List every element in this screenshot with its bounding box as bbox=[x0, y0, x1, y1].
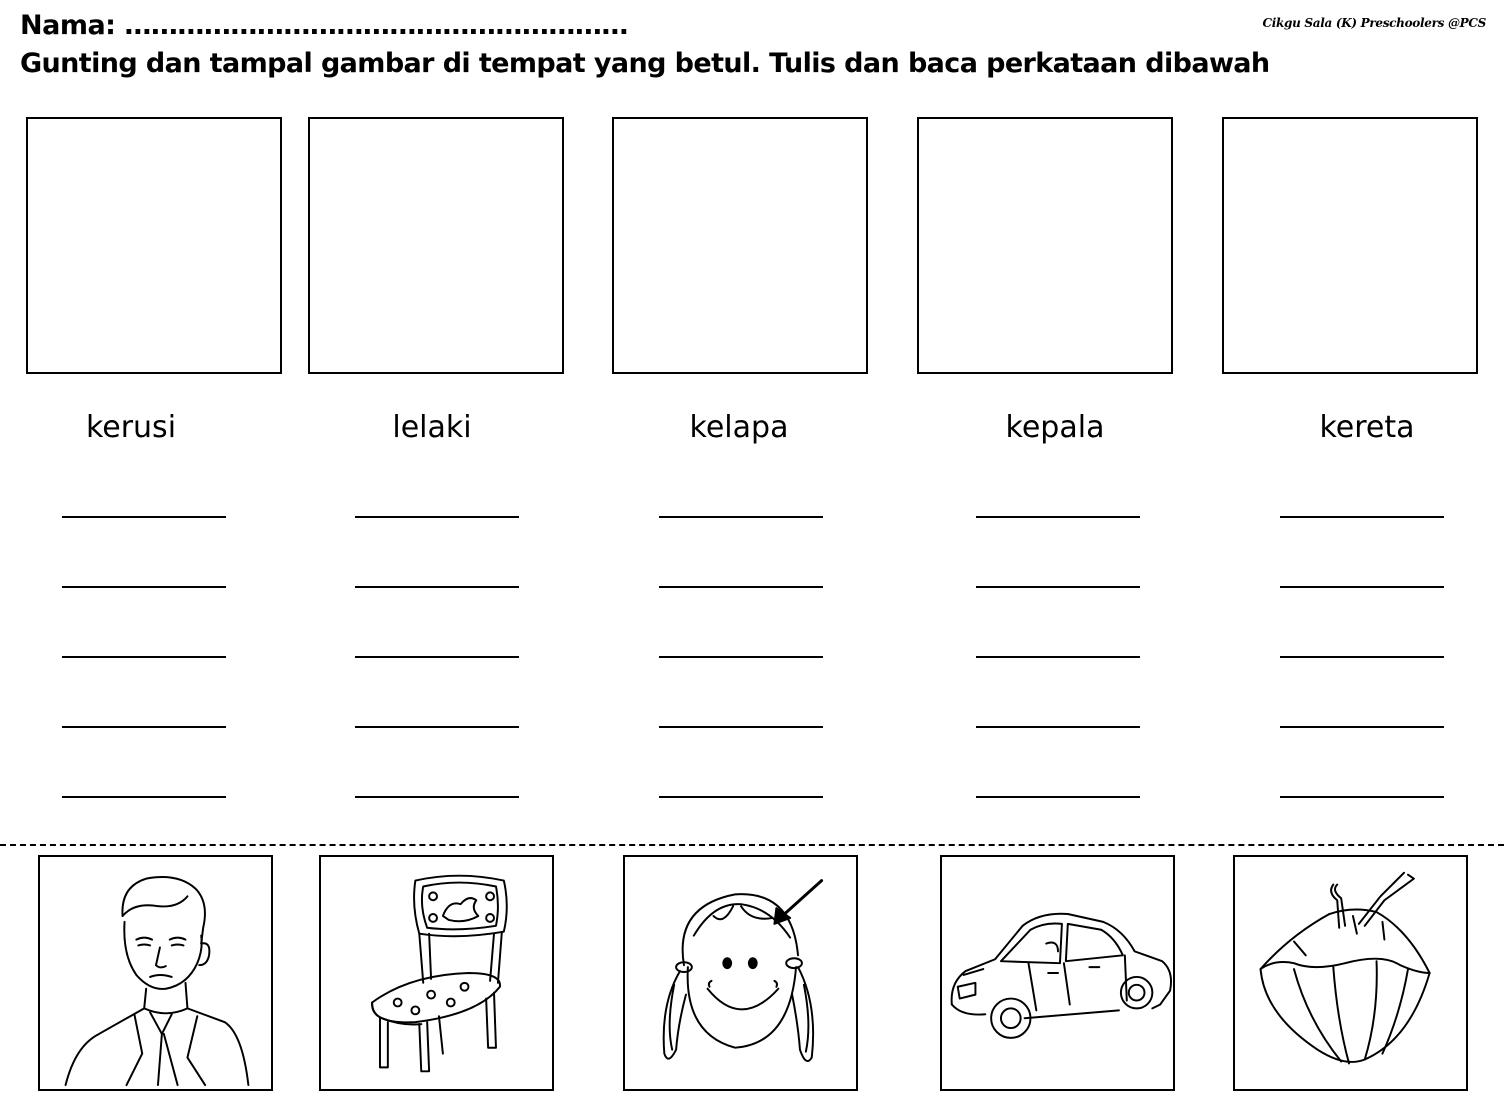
paste-box-3[interactable] bbox=[612, 117, 868, 374]
name-label: Nama: bbox=[20, 10, 116, 41]
writing-line[interactable] bbox=[1280, 586, 1444, 588]
writing-line[interactable] bbox=[976, 586, 1140, 588]
writing-line[interactable] bbox=[659, 656, 823, 658]
word-3: kelapa bbox=[689, 410, 789, 445]
writing-line[interactable] bbox=[976, 726, 1140, 728]
chair-icon bbox=[321, 857, 552, 1089]
paste-box-5[interactable] bbox=[1222, 117, 1478, 374]
writing-line[interactable] bbox=[355, 516, 519, 518]
writing-line[interactable] bbox=[976, 516, 1140, 518]
writing-line[interactable] bbox=[659, 726, 823, 728]
writing-line[interactable] bbox=[659, 586, 823, 588]
writing-line[interactable] bbox=[1280, 726, 1444, 728]
writing-line[interactable] bbox=[659, 796, 823, 798]
girl-head-icon bbox=[625, 857, 856, 1089]
writing-line[interactable] bbox=[62, 726, 226, 728]
instruction-text: Gunting dan tampal gambar di tempat yang betul. Tulis dan baca perkataan dibawah bbox=[20, 48, 1270, 79]
paste-box-4[interactable] bbox=[917, 117, 1173, 374]
writing-line[interactable] bbox=[976, 656, 1140, 658]
cut-line bbox=[0, 844, 1504, 846]
writing-line[interactable] bbox=[62, 796, 226, 798]
writing-line[interactable] bbox=[355, 796, 519, 798]
picture-box-coconut[interactable] bbox=[1233, 855, 1468, 1091]
picture-box-car[interactable] bbox=[940, 855, 1175, 1091]
credit-text: Cikgu Sala (K) Preschoolers @PCS bbox=[1262, 16, 1486, 30]
picture-box-girl[interactable] bbox=[623, 855, 858, 1091]
car-icon bbox=[942, 857, 1173, 1089]
name-dots: ………………………………………………… bbox=[124, 10, 628, 41]
man-icon bbox=[40, 857, 271, 1089]
writing-line[interactable] bbox=[355, 586, 519, 588]
word-4: kepala bbox=[1005, 410, 1105, 445]
writing-line[interactable] bbox=[1280, 796, 1444, 798]
word-1: kerusi bbox=[85, 410, 177, 445]
picture-box-chair[interactable] bbox=[319, 855, 554, 1091]
picture-box-man[interactable] bbox=[38, 855, 273, 1091]
word-5: kereta bbox=[1319, 410, 1415, 445]
writing-line[interactable] bbox=[355, 726, 519, 728]
writing-line[interactable] bbox=[355, 656, 519, 658]
word-2: lelaki bbox=[392, 410, 472, 445]
coconut-icon bbox=[1235, 857, 1466, 1089]
name-field[interactable] bbox=[20, 8, 628, 44]
writing-line[interactable] bbox=[976, 796, 1140, 798]
paste-box-1[interactable] bbox=[26, 117, 282, 374]
writing-line[interactable] bbox=[62, 656, 226, 658]
writing-line[interactable] bbox=[62, 516, 226, 518]
paste-box-2[interactable] bbox=[308, 117, 564, 374]
writing-line[interactable] bbox=[1280, 656, 1444, 658]
writing-line[interactable] bbox=[62, 586, 226, 588]
writing-line[interactable] bbox=[1280, 516, 1444, 518]
writing-line[interactable] bbox=[659, 516, 823, 518]
